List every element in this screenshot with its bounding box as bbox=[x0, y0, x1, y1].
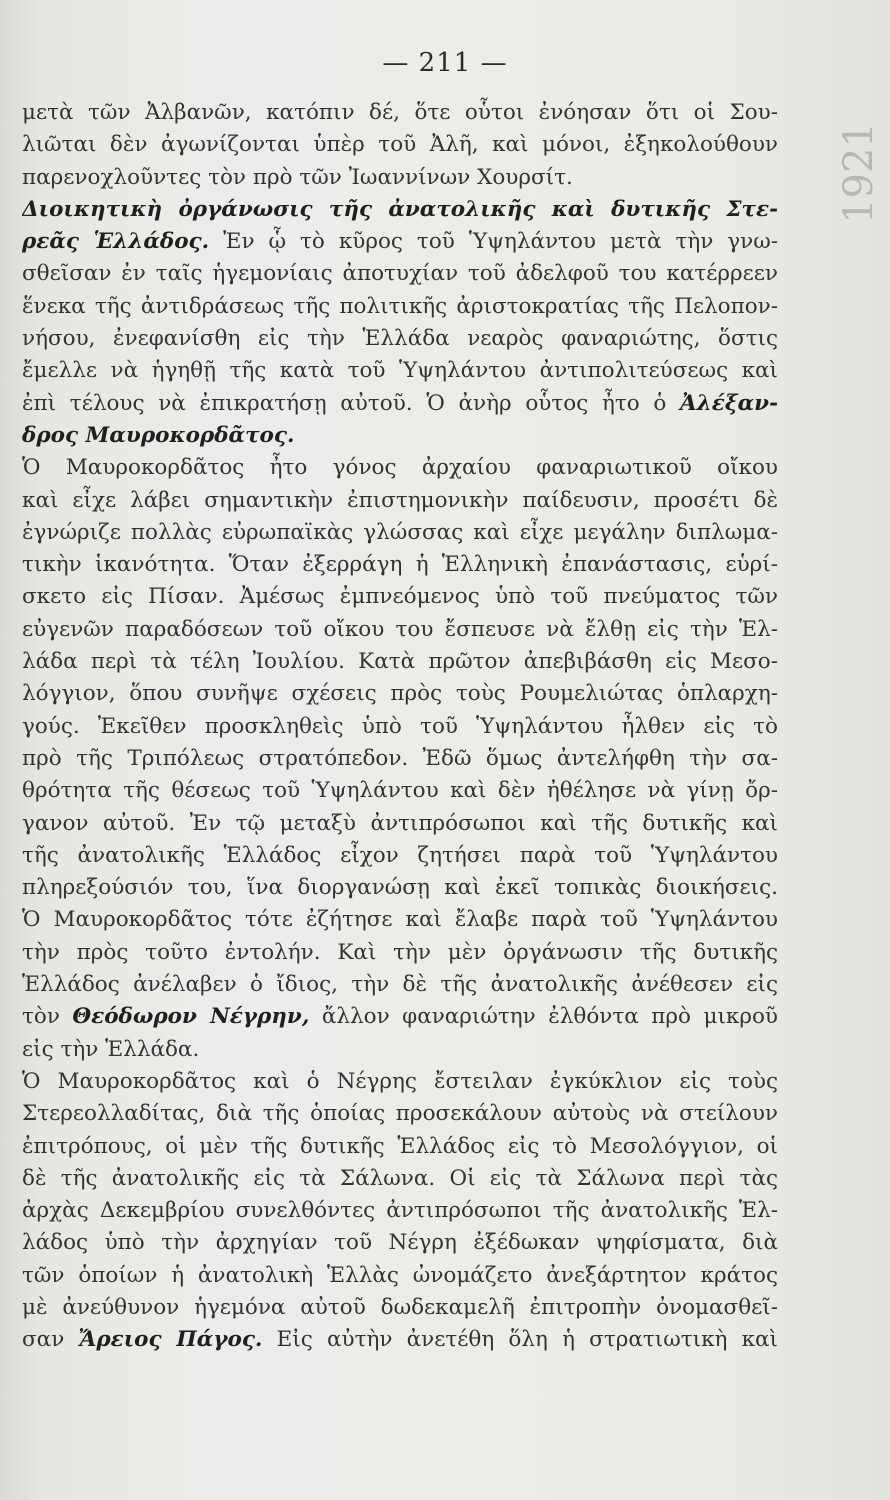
text-line bbox=[22, 485, 778, 517]
text-run: δὲ τῆς ἀνατολικῆς εἰς τὰ Σάλωνα. Οἱ εἰς τὰ Σάλωνα περὶ τὰς bbox=[22, 1165, 778, 1191]
emphasized-text: δρος Μαυροκορδᾶτος. bbox=[22, 422, 295, 448]
text-line bbox=[22, 904, 778, 936]
text-run: Εἰς αὐτὴν ἀνετέθη ὅλη ἡ στρατιωτικὴ καὶ bbox=[262, 1327, 778, 1353]
text-run: ἕνεκα τῆς ἀντιδράσεως τῆς πολιτικῆς ἀριστοκρατίας τῆς Πελοπον- bbox=[22, 293, 778, 319]
text-run: ἔμελλε νὰ ἡγηθῇ τῆς κατὰ τοῦ Ὑψηλάντου ἀντιπολιτεύσεως καὶ bbox=[22, 358, 778, 384]
text-run: τῆς ἀνατολικῆς Ἑλλάδος εἶχον ζητήσει παρὰ τοῦ Ὑψηλάντου bbox=[22, 842, 778, 868]
text-run: νήσου, ἐνεφανίσθη εἰς τὴν Ἑλλάδα νεαρὸς φαναριώτης, ὅστις bbox=[22, 326, 778, 352]
text-line bbox=[22, 258, 778, 290]
text-line bbox=[22, 452, 778, 484]
text-run: πληρεξούσιόν του, ἵνα διοργανώσῃ καὶ ἐκεῖ τοπικὰς διοικήσεις. bbox=[22, 875, 778, 901]
text-line bbox=[22, 614, 778, 646]
text-line bbox=[22, 1227, 778, 1259]
text-run: σθεῖσαν ἐν ταῖς ἡγεμονίαις ἀποτυχίαν τοῦ ἀδελφοῦ του κατέρρεεν bbox=[22, 261, 778, 287]
text-line bbox=[22, 388, 778, 420]
text-run: Ἑλλάδος ἀνέλαβεν ὁ ἴδιος, τὴν δὲ τῆς ἀνατολικῆς ἀνέθεσεν εἰς bbox=[22, 972, 778, 998]
text-line bbox=[22, 872, 778, 904]
text-run: Στερεολλαδίτας, διὰ τῆς ὁποίας προσεκάλουν αὐτοὺς νὰ στείλουν bbox=[22, 1101, 778, 1127]
text-run: σαν bbox=[22, 1327, 79, 1353]
emphasized-text: Ἄρειος Πάγος. bbox=[78, 1327, 263, 1353]
text-run: τὸν bbox=[22, 1004, 73, 1030]
text-run: λάδος ὑπὸ τὴν ἀρχηγίαν τοῦ Νέγρη ἐξέδωκαν ψηφίσματα, διὰ bbox=[22, 1230, 778, 1256]
text-run: ἀρχὰς Δεκεμβρίου συνελθόντες ἀντιπρόσωποι τῆς ἀνατολικῆς Ἑλ- bbox=[22, 1198, 778, 1224]
text-line bbox=[22, 323, 778, 355]
text-line bbox=[22, 775, 778, 807]
text-run: γανον αὐτοῦ. Ἐν τῷ μεταξὺ ἀντιπρόσωποι καὶ τῆς δυτικῆς καὶ bbox=[22, 810, 778, 836]
text-line bbox=[22, 97, 778, 129]
text-line bbox=[22, 129, 778, 161]
text-line bbox=[22, 808, 778, 840]
text-run: Ὁ Μαυροκορδᾶτος καὶ ὁ Νέγρης ἔστειλαν ἐγκύκλιον εἰς τοὺς bbox=[22, 1068, 778, 1094]
text-run: τὴν πρὸς τοῦτο ἐντολήν. Καὶ τὴν μὲν ὀργάνωσιν τῆς δυτικῆς bbox=[22, 939, 778, 965]
text-run: καὶ εἶχε λάβει σημαντικὴν ἐπιστημονικὴν παίδευσιν, προσέτι δὲ bbox=[22, 487, 778, 513]
text-run: Ὁ Μαυροκορδᾶτος ἦτο γόνος ἀρχαίου φαναριωτικοῦ οἴκου bbox=[22, 455, 778, 481]
text-line bbox=[22, 420, 778, 452]
text-line bbox=[22, 1131, 778, 1163]
text-run: γούς. Ἐκεῖθεν προσκληθεὶς ὑπὸ τοῦ Ὑψηλάντου ἦλθεν εἰς τὸ bbox=[22, 713, 778, 739]
text-line bbox=[22, 581, 778, 613]
text-line bbox=[22, 549, 778, 581]
text-run: λιῶται δὲν ἀγωνίζονται ὑπὲρ τοῦ Ἀλῆ, καὶ μόνοι, ἐξηκολούθουν bbox=[22, 132, 778, 158]
text-run: μὲ ἀνεύθυνον ἡγεμόνα αὐτοῦ δωδεκαμελῆ ἐπιτροπὴν ὀνομασθεῖ- bbox=[22, 1294, 778, 1320]
text-run: λάδα περὶ τὰ τέλη Ἰουλίου. Κατὰ πρῶτον ἀπεβιβάσθη εἰς Μεσο- bbox=[22, 649, 778, 675]
text-line bbox=[22, 226, 778, 258]
text-run: ἐπὶ τέλους νὰ ἐπικρατήσῃ αὐτοῦ. Ὁ ἀνὴρ οὗτος ἦτο ὁ bbox=[22, 390, 681, 416]
text-line bbox=[22, 1292, 778, 1324]
text-run: εὐγενῶν παραδόσεων τοῦ οἴκου του ἔσπευσε νὰ ἔλθῃ εἰς τὴν Ἑλ- bbox=[22, 616, 778, 642]
text-line bbox=[22, 1098, 778, 1130]
text-line bbox=[22, 711, 778, 743]
text-line bbox=[22, 162, 778, 194]
text-line bbox=[22, 646, 778, 678]
text-line bbox=[22, 355, 778, 387]
text-line bbox=[22, 1001, 778, 1033]
text-run: ἐπιτρόπους, οἱ μὲν τῆς δυτικῆς Ἑλλάδος εἰς τὸ Μεσολόγγιον, οἱ bbox=[22, 1133, 778, 1159]
text-line bbox=[22, 1066, 778, 1098]
text-run: ἐγνώριζε πολλὰς εὐρωπαϊκὰς γλώσσας καὶ εἶχε μεγάλην διπλωμα- bbox=[22, 519, 778, 545]
emphasized-text: Ἀλέξαν- bbox=[680, 390, 778, 416]
text-run: Ὁ Μαυροκορδᾶτος τότε ἐζήτησε καὶ ἔλαβε παρὰ τοῦ Ὑψηλάντου bbox=[22, 907, 778, 933]
text-line bbox=[22, 1195, 778, 1227]
page-number: — 211 — bbox=[382, 48, 508, 78]
text-line bbox=[22, 1324, 778, 1356]
text-run: θρότητα τῆς θέσεως τοῦ Ὑψηλάντου καὶ δὲν ἠθέλησε νὰ γίνῃ ὄρ- bbox=[22, 778, 778, 804]
text-run: Ἐν ᾧ τὸ κῦρος τοῦ Ὑψηλάντου μετὰ τὴν γνω- bbox=[209, 229, 778, 255]
text-line bbox=[22, 291, 778, 323]
body-text bbox=[22, 97, 778, 1357]
emphasized-text: ρεᾶς Ἑλλάδος. bbox=[22, 229, 210, 255]
text-line bbox=[22, 517, 778, 549]
text-run: λόγγιον, ὅπου συνῆψε σχέσεις πρὸς τοὺς Ρουμελιώτας ὁπλαρχη- bbox=[22, 681, 778, 707]
text-line bbox=[22, 1163, 778, 1195]
text-run: σκετο εἰς Πίσαν. Ἀμέσως ἐμπνεόμενος ὑπὸ τοῦ πνεύματος τῶν bbox=[22, 584, 778, 610]
text-run: εἰς τὴν Ἑλλάδα. bbox=[22, 1036, 200, 1062]
emphasized-text: Διοικητικὴ ὀργάνωσις τῆς ἀνατολικῆς καὶ δυτικῆς Στε- bbox=[22, 196, 778, 222]
text-line bbox=[22, 1034, 778, 1066]
text-line bbox=[22, 969, 778, 1001]
text-run: μετὰ τῶν Ἀλβανῶν, κατόπιν δέ, ὅτε οὗτοι ἐνόησαν ὅτι οἱ Σου- bbox=[22, 100, 778, 125]
text-run: παρενοχλοῦντες τὸν πρὸ τῶν Ἰωαννίνων Χουρσίτ. bbox=[22, 164, 573, 190]
text-run: τικὴν ἱκανότητα. Ὅταν ἐξερράγη ἡ Ἑλληνικὴ ἐπανάστασις, εὑρί- bbox=[22, 552, 778, 578]
text-run: πρὸ τῆς Τριπόλεως στρατόπεδον. Ἐδῶ ὅμως ἀντελήφθη τὴν σα- bbox=[22, 745, 778, 771]
text-line bbox=[22, 937, 778, 969]
text-line bbox=[22, 840, 778, 872]
text-line bbox=[22, 194, 778, 226]
handwritten-margin-note: 1921 bbox=[835, 122, 882, 224]
text-run: ἄλλον φαναριώτην ἐλθόντα πρὸ μικροῦ bbox=[309, 1004, 778, 1030]
text-run: τῶν ὁποίων ἡ ἀνατολικὴ Ἑλλὰς ὠνομάζετο ἀνεξάρτητον κράτος bbox=[22, 1262, 778, 1288]
text-line bbox=[22, 1260, 778, 1292]
emphasized-text: Θεόδωρον Νέγρην, bbox=[72, 1004, 310, 1030]
text-line bbox=[22, 743, 778, 775]
text-line bbox=[22, 678, 778, 710]
